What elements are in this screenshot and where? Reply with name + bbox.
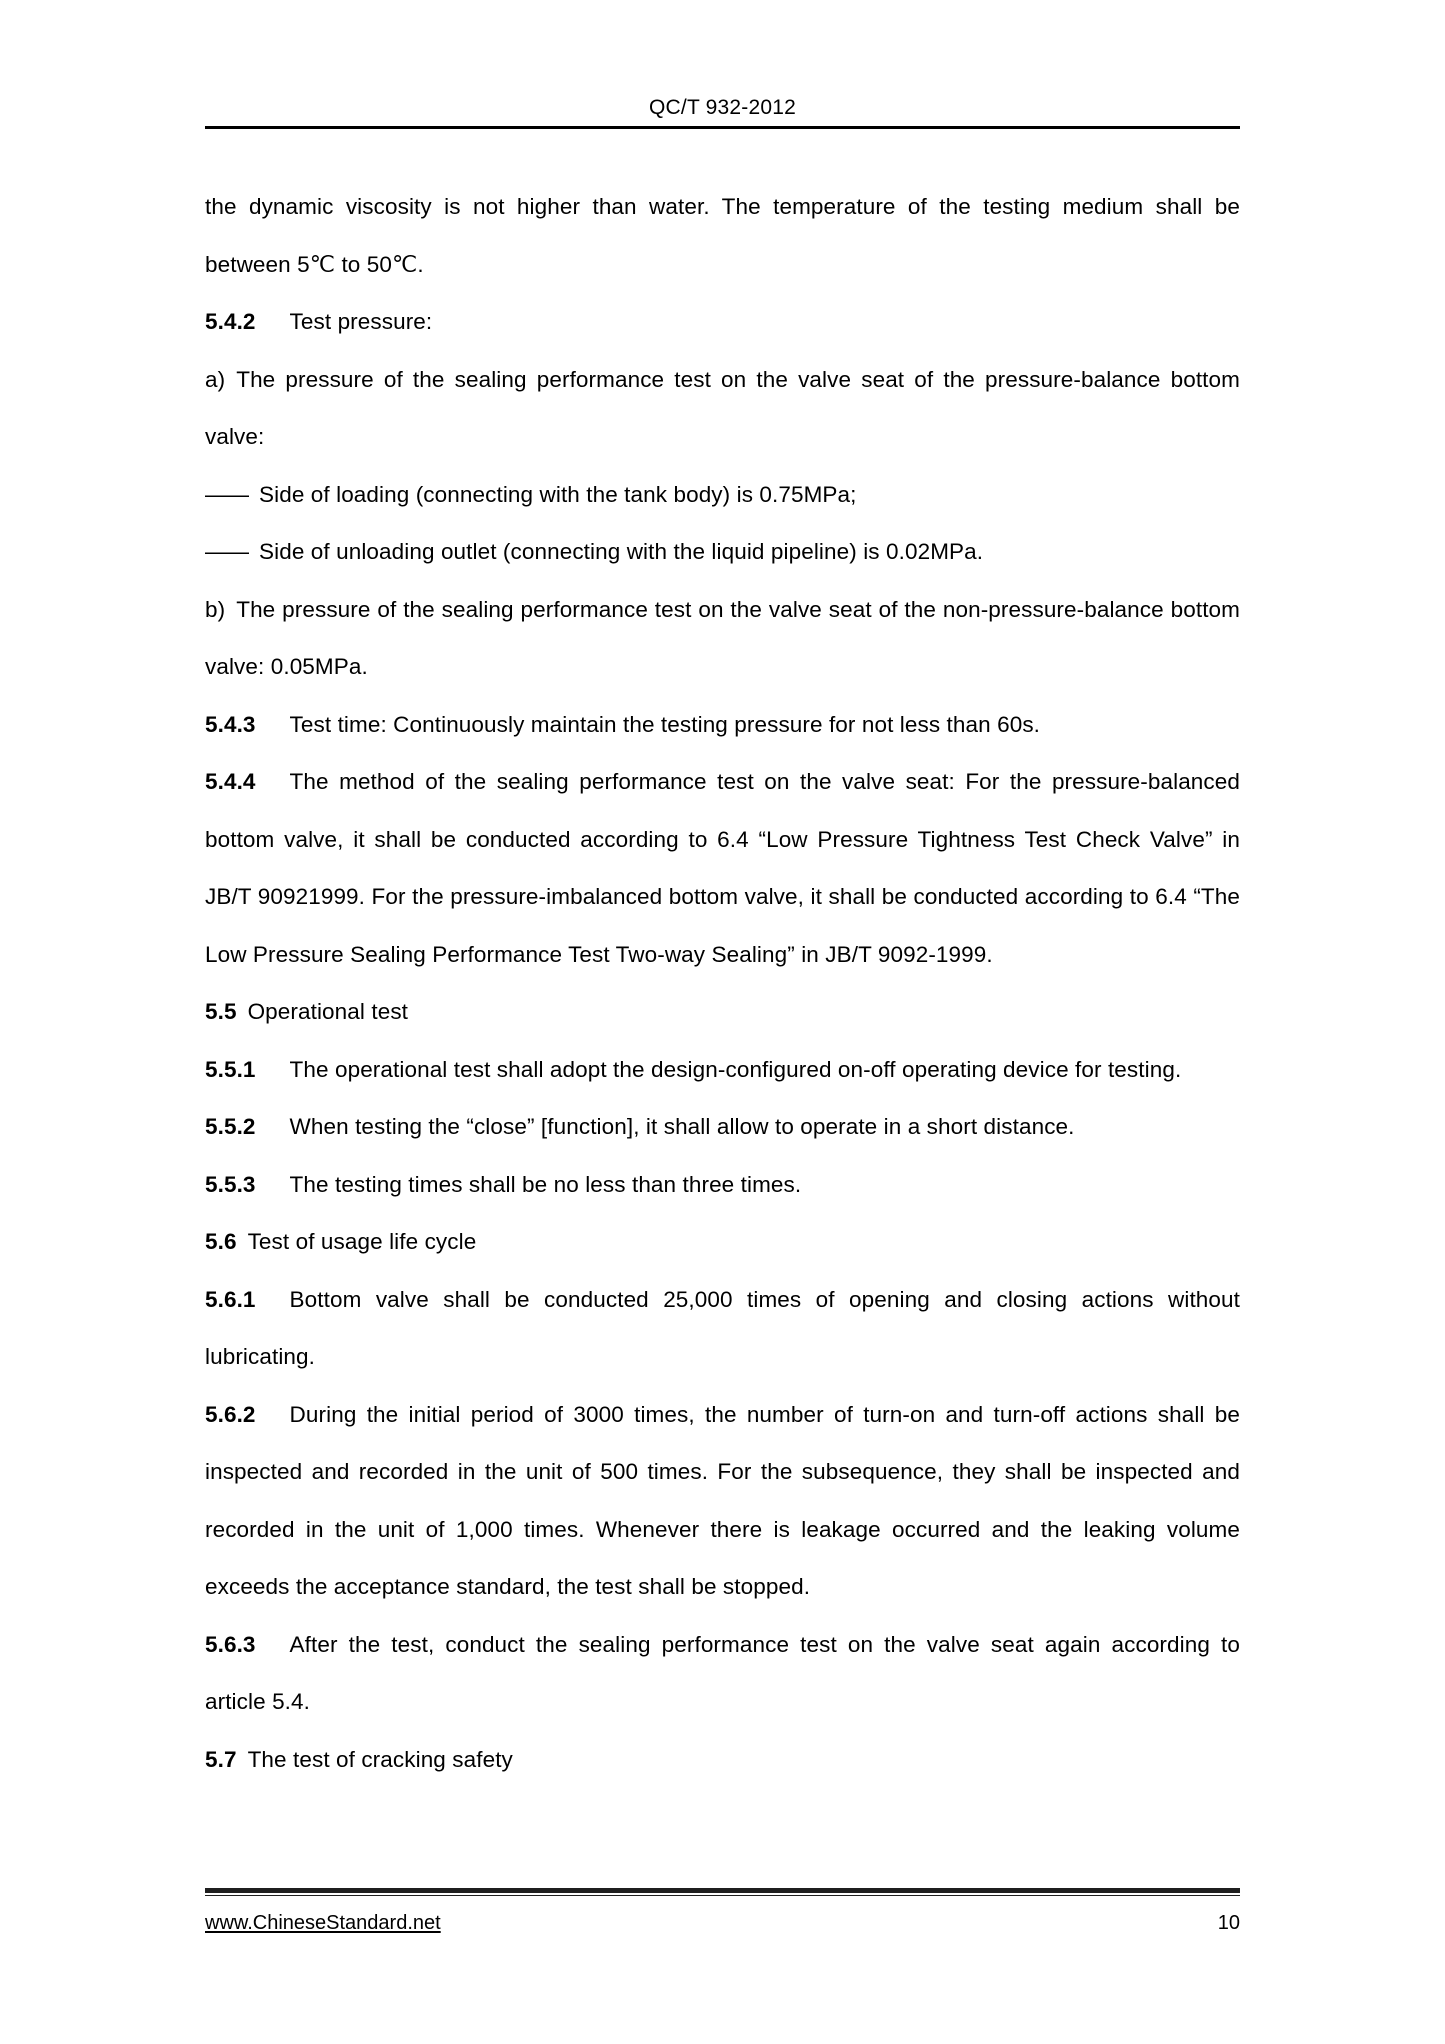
list-item-label: b) bbox=[205, 596, 226, 622]
footer-row bbox=[205, 1910, 1240, 1936]
footer-rule-thin bbox=[205, 1895, 1240, 1896]
clause-text: Test time: Continuously maintain the testing pressure for not less than 60s. bbox=[289, 711, 1041, 737]
clause-text: The test of cracking safety bbox=[247, 1746, 513, 1772]
dash-item-text: Side of unloading outlet (connecting with the liquid pipeline) is 0.02MPa. bbox=[259, 539, 984, 564]
clause-number: 5.5.2 bbox=[205, 1114, 256, 1139]
paragraph-intro-text: the dynamic viscosity is not higher than water. The temperature of the testing medium shall be between 5℃ to 50℃. bbox=[205, 194, 1240, 277]
em-dash-marker: —— bbox=[205, 481, 248, 507]
clause-5-4-4 bbox=[205, 753, 1240, 983]
clause-number: 5.5.1 bbox=[205, 1056, 256, 1082]
clause-number: 5.4.4 bbox=[205, 769, 256, 794]
clause-5-7 bbox=[205, 1731, 1240, 1789]
clause-5-6 bbox=[205, 1213, 1240, 1271]
list-item-text: The pressure of the sealing performance test on the valve seat of the non-pressure-balance bottom valve: 0.05MPa. bbox=[205, 596, 1240, 679]
standard-code-title: QC/T 932-2012 bbox=[649, 96, 796, 119]
dash-item-1 bbox=[205, 466, 1240, 524]
clause-5-5-2 bbox=[205, 1098, 1240, 1156]
clause-number: 5.4.2 bbox=[205, 309, 256, 334]
clause-text: Operational test bbox=[247, 999, 409, 1024]
footer-website-link[interactable]: www.ChineseStandard.net bbox=[205, 1912, 441, 1934]
list-item-a bbox=[205, 351, 1240, 466]
clause-5-4-2 bbox=[205, 293, 1240, 351]
clause-5-5-1 bbox=[205, 1041, 1240, 1099]
list-item-label: a) bbox=[205, 366, 226, 392]
clause-number: 5.6 bbox=[205, 1229, 237, 1254]
page-footer bbox=[205, 1888, 1240, 1936]
clause-text: Test pressure: bbox=[289, 309, 433, 334]
clause-number: 5.6.2 bbox=[205, 1401, 256, 1427]
list-item-b bbox=[205, 581, 1240, 696]
clause-number: 5.5 bbox=[205, 999, 237, 1024]
header-rule bbox=[205, 126, 1240, 129]
document-body bbox=[205, 178, 1240, 1788]
clause-text: Bottom valve shall be conducted 25,000 times of opening and closing actions without lubricating. bbox=[205, 1286, 1240, 1369]
clause-5-5 bbox=[205, 983, 1240, 1041]
clause-5-6-2 bbox=[205, 1386, 1240, 1616]
clause-5-6-3 bbox=[205, 1616, 1240, 1731]
clause-number: 5.4.3 bbox=[205, 711, 256, 737]
clause-text: After the test, conduct the sealing performance test on the valve seat again according to article 5.4. bbox=[205, 1631, 1240, 1714]
clause-text: The method of the sealing performance test on the valve seat: For the pressure-balanced bottom valve, it shall be conducted according to 6.4 “Low Pressure Tightness Test Check Valve” in JB/T 90921999. For the pressure-imbalanced bottom valve, it shall be conducted according to 6.4 “The Low Pressure Sealing Performance Test Two-way Sealing” in JB/T 9092-1999. bbox=[205, 769, 1240, 967]
clause-text: The testing times shall be no less than three times. bbox=[289, 1171, 802, 1197]
list-item-text: The pressure of the sealing performance test on the valve seat of the pressure-balance bottom valve: bbox=[205, 366, 1240, 449]
clause-5-6-1 bbox=[205, 1271, 1240, 1386]
clause-number: 5.6.3 bbox=[205, 1631, 256, 1657]
dash-item-text: Side of loading (connecting with the tank body) is 0.75MPa; bbox=[259, 481, 857, 507]
clause-number: 5.6.1 bbox=[205, 1286, 256, 1312]
clause-text: When testing the “close” [function], it shall allow to operate in a short distance. bbox=[289, 1114, 1075, 1139]
em-dash-marker: —— bbox=[205, 539, 248, 564]
clause-number: 5.5.3 bbox=[205, 1171, 256, 1197]
clause-5-4-3 bbox=[205, 696, 1240, 754]
clause-5-5-3 bbox=[205, 1156, 1240, 1214]
page-header bbox=[205, 96, 1240, 129]
footer-rule-thick bbox=[205, 1888, 1240, 1893]
clause-text: Test of usage life cycle bbox=[247, 1229, 477, 1254]
dash-item-2 bbox=[205, 523, 1240, 581]
clause-number: 5.7 bbox=[205, 1746, 237, 1772]
clause-text: During the initial period of 3000 times, the number of turn-on and turn-off actions shall be inspected and recorded in the unit of 500 times. For the subsequence, they shall be inspected and recorded in the unit of 1,000 times. Whenever there is leakage occurred and the leaking volume exceeds the acceptance standard, the test shall be stopped. bbox=[205, 1401, 1240, 1599]
page-number: 10 bbox=[1217, 1912, 1240, 1934]
paragraph-intro bbox=[205, 178, 1240, 293]
clause-text: The operational test shall adopt the design-configured on-off operating device for testing. bbox=[289, 1056, 1182, 1082]
